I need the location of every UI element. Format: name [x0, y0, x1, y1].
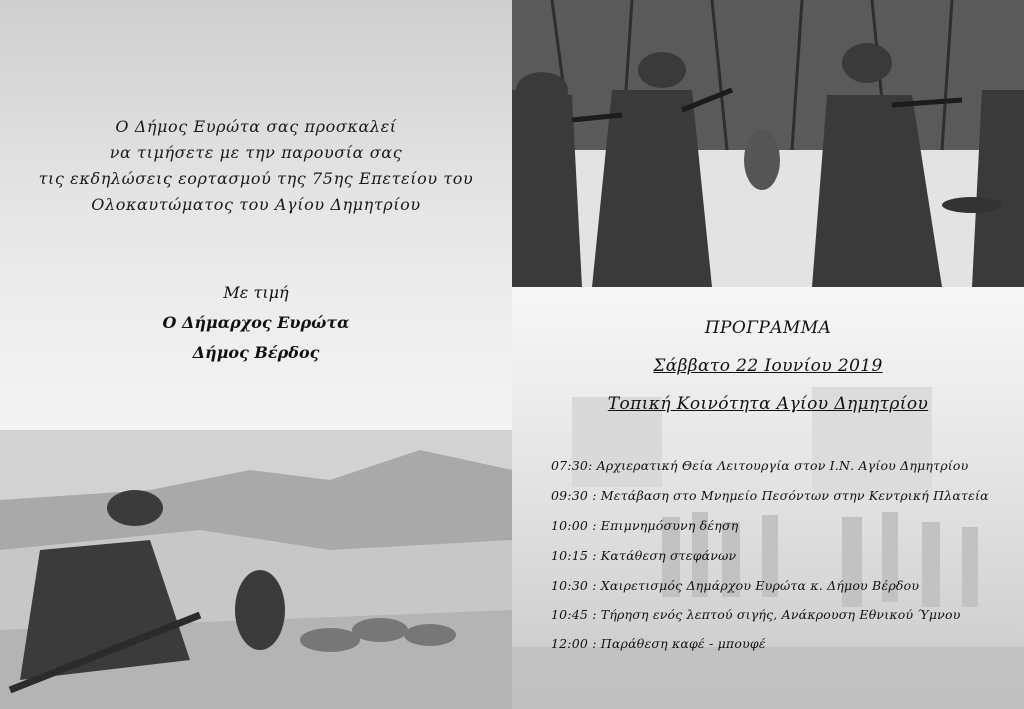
schedule-item: 10:15 : Κατάθεση στεφάνων	[551, 548, 737, 563]
invitation-text	[0, 114, 512, 218]
schedule-item: 10:45 : Τήρηση ενός λεπτού σιγής, Ανάκρουση Εθνικού Ύμνου	[551, 607, 961, 622]
program-date: Σάββατο 22 Ιουνίου 2019	[653, 356, 883, 376]
schedule-item: 12:00 : Παράθεση καφέ - μπουφέ	[551, 636, 766, 651]
invitation-line: Ο Δήμος Ευρώτα σας προσκαλεί	[115, 117, 397, 136]
schedule-item: 10:00 : Επιμνημόσυνη δέηση	[551, 518, 739, 533]
invitation-line: Ολοκαυτώματος του Αγίου Δημητρίου	[91, 195, 421, 214]
schedule-item: 10:30 : Χαιρετισμός Δημάρχου Ευρώτα κ. Δήμου Βέρδου	[551, 578, 920, 593]
closing-text: Με τιμή	[223, 283, 289, 302]
signature-block	[0, 278, 512, 368]
soldier-photo	[0, 430, 512, 709]
signatory-title: Ο Δήμαρχος Ευρώτα	[162, 313, 350, 332]
firing-squad-photo	[512, 0, 1024, 287]
invitation-line: τις εκδηλώσεις εορτασμού της 75ης Επετείου του	[38, 169, 474, 188]
signatory-name: Δήμος Βέρδος	[192, 343, 320, 362]
schedule-item: 09:30 : Μετάβαση στο Μνημείο Πεσόντων στην Κεντρική Πλατεία	[551, 488, 989, 503]
program-heading: ΠΡΟΓΡΑΜΜΑ	[704, 318, 832, 338]
schedule-item: 07:30: Αρχιερατική Θεία Λειτουργία στον Ι.Ν. Αγίου Δημητρίου	[551, 458, 969, 473]
program-location: Τοπική Κοινότητα Αγίου Δημητρίου	[607, 394, 929, 414]
invitation-line: να τιμήσετε με την παρουσία σας	[109, 143, 403, 162]
